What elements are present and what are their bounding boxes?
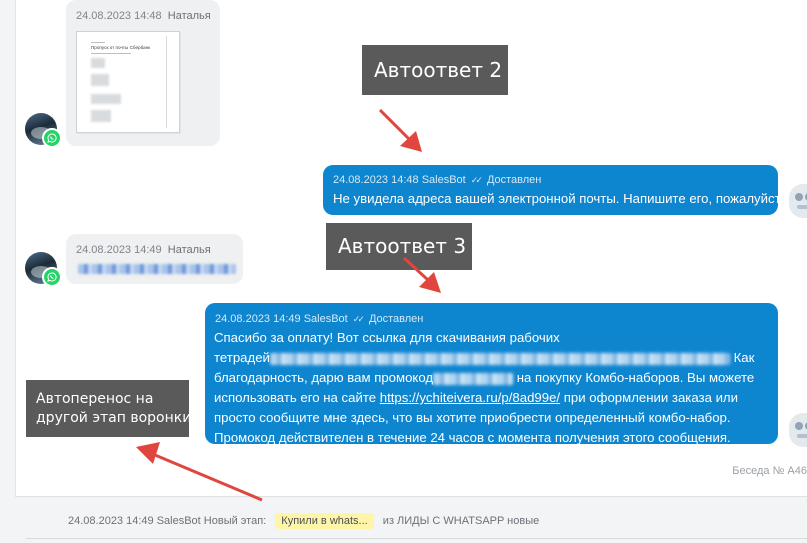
text-line: Спасибо за оплату! Вот ссылка для скачивания рабочих [214, 330, 560, 345]
redacted-promo-code [433, 373, 513, 385]
double-check-icon: ✓✓ [470, 175, 480, 185]
message-author: SalesBot [303, 313, 348, 325]
delivery-status: Доставлен [486, 174, 542, 186]
callout-text-line: другой этап воронки [36, 410, 192, 426]
callout-text: Автоответ 3 [338, 234, 467, 258]
callout-auto-transfer [26, 380, 192, 437]
incoming-message-email [66, 234, 243, 284]
doc-line [91, 42, 105, 43]
message-time: 24.08.2023 14:48 [76, 10, 162, 22]
callout-autoresponse-2 [362, 45, 508, 95]
doc-redacted [91, 110, 111, 122]
bot-avatar [789, 413, 807, 447]
message-meta [215, 313, 423, 325]
doc-redacted [91, 94, 121, 104]
message-time: 24.08.2023 14:48 [333, 174, 419, 186]
message-meta [333, 174, 541, 186]
whatsapp-icon [42, 267, 62, 287]
message-text [214, 328, 774, 448]
callout-text: Автоответ 2 [374, 58, 503, 82]
doc-line [91, 53, 131, 54]
document-page [86, 36, 167, 128]
doc-redacted [91, 74, 109, 86]
event-time: 24.08.2023 14:49 [68, 515, 154, 527]
text-line [214, 388, 774, 408]
message-meta [76, 10, 211, 22]
redacted-email-link[interactable] [78, 264, 236, 274]
callout-text-line: Автоперенос на [36, 391, 154, 407]
shop-link[interactable]: https://ychiteivera.ru/p/8ad99e/ [379, 390, 561, 405]
bot-avatar [789, 184, 807, 218]
callout-autoresponse-3 [326, 223, 472, 270]
event-label: Новый этап: [203, 515, 267, 527]
document-title: Пропуск от почты Сбербанк [91, 45, 151, 50]
doc-redacted [91, 58, 105, 68]
message-author: SalesBot [421, 174, 466, 186]
message-author: Наталья [167, 10, 211, 22]
message-author: Наталья [167, 244, 211, 256]
text-line [214, 368, 774, 388]
message-text: Не увидела адреса вашей электронной почты. Напишите его, пожалуйста [333, 191, 788, 206]
text-fragment: при оформлении заказа или [563, 390, 738, 405]
text-line: Промокод действителен в течение 24 часов с момента получения этого сообщения. [214, 430, 731, 445]
text-fragment: на покупку Комбо-наборов. Вы можете [516, 370, 755, 385]
bot-message-long [205, 303, 778, 444]
text-fragment: Как [733, 350, 755, 365]
message-time: 24.08.2023 14:49 [215, 313, 301, 325]
chat-number: Беседа № А46 [732, 465, 807, 477]
redacted-download-link[interactable] [270, 353, 730, 365]
double-check-icon: ✓✓ [352, 314, 362, 324]
whatsapp-icon [42, 128, 62, 148]
message-meta [76, 244, 211, 256]
event-author: SalesBot [156, 515, 201, 527]
stage-badge[interactable]: Купили в whats... [275, 513, 373, 529]
event-from-stage: из ЛИДЫ С WHATSAPP новые [382, 515, 540, 527]
stage-change-event [68, 513, 539, 529]
bot-message [323, 165, 788, 215]
divider [26, 538, 807, 539]
document-thumbnail[interactable] [76, 31, 180, 133]
text-line [214, 348, 774, 368]
text-line: просто сообщите мне здесь, что вы хотите приобрести определенный комбо-набор. [214, 410, 731, 425]
text-fragment: использовать его на сайте [214, 390, 377, 405]
text-fragment: тетрадей [214, 350, 270, 365]
message-time: 24.08.2023 14:49 [76, 244, 162, 256]
text-fragment: благодарность, дарю вам промокод [214, 370, 434, 385]
delivery-status: Доставлен [368, 313, 424, 325]
